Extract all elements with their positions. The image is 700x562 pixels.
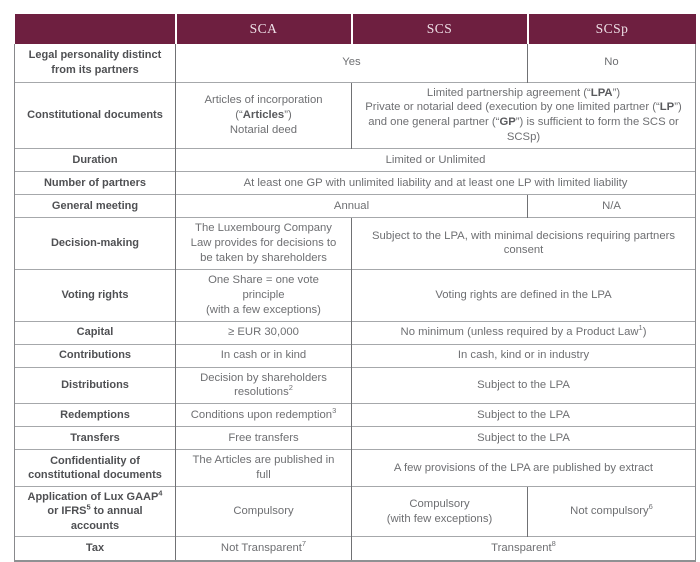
table-cell: The Luxembourg Company Law provides for decisions to be taken by shareholders [176, 218, 352, 270]
row-label: Tax [15, 537, 176, 561]
table-cell: Voting rights are defined in the LPA [352, 269, 696, 321]
table-row [15, 367, 696, 404]
table-cell: Subject to the LPA [352, 427, 696, 450]
table-row [15, 269, 696, 321]
table-row [15, 344, 696, 367]
row-label: Distributions [15, 367, 176, 404]
row-label: Decision-making [15, 218, 176, 270]
table-cell: At least one GP with unlimited liability and at least one LP with limited liability [176, 172, 696, 195]
row-label: Duration [15, 149, 176, 172]
table-cell: Subject to the LPA [352, 367, 696, 404]
table-row [15, 537, 696, 561]
table-row [15, 404, 696, 427]
row-label: General meeting [15, 195, 176, 218]
table-cell: Conditions upon redemption$^3$ [176, 404, 352, 427]
row-label: Transfers [15, 427, 176, 450]
table-cell: Transparent$^8$ [352, 537, 696, 561]
table-body [15, 44, 696, 561]
table-row [15, 149, 696, 172]
row-label: Application of Lux GAAP$^4$ or IFRS$^5$ to annual accounts [15, 487, 176, 537]
table-cell: Limited or Unlimited [176, 149, 696, 172]
table-cell: Decision by shareholders resolutions$^2$ [176, 367, 352, 404]
table-row [15, 195, 696, 218]
table-cell: Not compulsory$^6$ [528, 487, 696, 537]
table-row [15, 321, 696, 344]
table-cell: No [528, 44, 696, 82]
column-header-row-labels [15, 14, 176, 44]
table-row [15, 487, 696, 537]
table-cell: Limited partnership agreement (“LPA”) Private or notarial deed (execution by one limited partner (“LP”) and one general partner (“GP”) is sufficient to form the SCS or SCSp) [352, 82, 696, 149]
table-row [15, 44, 696, 82]
column-header-scs: SCS [352, 14, 528, 44]
table-cell: Not Transparent$^7$ [176, 537, 352, 561]
table-cell: Subject to the LPA [352, 404, 696, 427]
table-cell: Articles of incorporation (“Articles”) Notarial deed [176, 82, 352, 149]
table-cell: N/A [528, 195, 696, 218]
table-cell: Yes [176, 44, 528, 82]
column-header-sca: SCA [176, 14, 352, 44]
row-label: Redemptions [15, 404, 176, 427]
table-cell: ≥ EUR 30,000 [176, 321, 352, 344]
table-cell: In cash, kind or in industry [352, 344, 696, 367]
row-label: Confidentiality of constitutional documents [15, 450, 176, 487]
table-cell: Annual [176, 195, 528, 218]
table-row [15, 450, 696, 487]
entity-comparison-table [14, 14, 696, 562]
table-cell: Subject to the LPA, with minimal decisions requiring partners consent [352, 218, 696, 270]
table-cell: No minimum (unless required by a Product Law$^1$) [352, 321, 696, 344]
table-cell: Compulsory (with few exceptions) [352, 487, 528, 537]
column-header-scsp: SCSp [528, 14, 696, 44]
row-label: Number of partners [15, 172, 176, 195]
table-cell: Compulsory [176, 487, 352, 537]
table-row [15, 427, 696, 450]
table-cell: The Articles are published in full [176, 450, 352, 487]
table-row [15, 172, 696, 195]
table-cell: In cash or in kind [176, 344, 352, 367]
table-cell: A few provisions of the LPA are published by extract [352, 450, 696, 487]
table-row [15, 82, 696, 149]
table-row [15, 218, 696, 270]
row-label: Capital [15, 321, 176, 344]
row-label: Legal personality distinct from its partners [15, 44, 176, 82]
table-cell: One Share = one vote principle (with a few exceptions) [176, 269, 352, 321]
row-label: Voting rights [15, 269, 176, 321]
row-label: Constitutional documents [15, 82, 176, 149]
table-header-row [15, 14, 696, 44]
row-label: Contributions [15, 344, 176, 367]
table-cell: Free transfers [176, 427, 352, 450]
